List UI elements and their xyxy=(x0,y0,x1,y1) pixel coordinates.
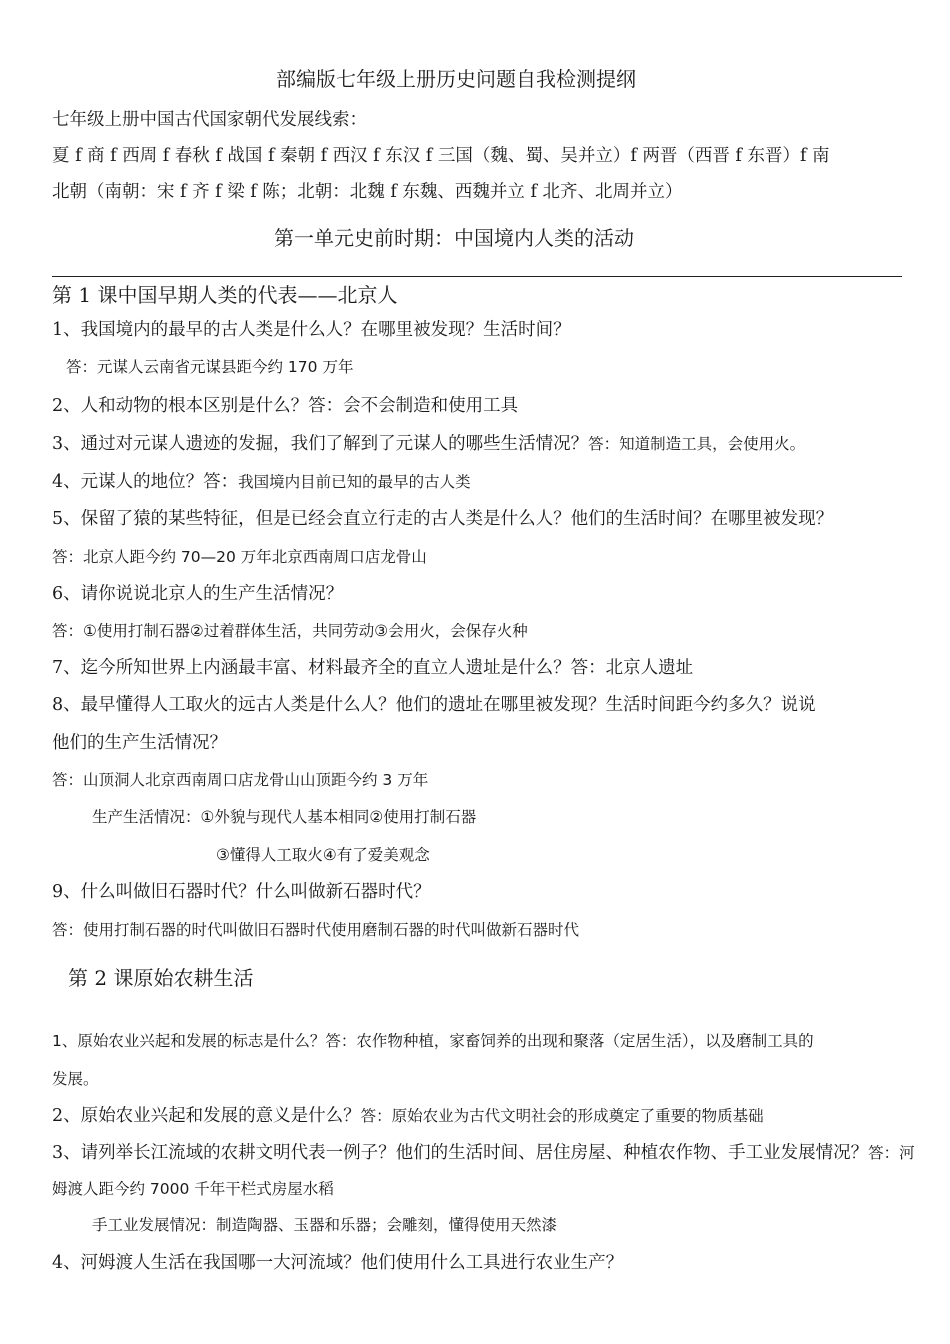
lesson-1-question-7: 7、迄今所知世界上内涵最丰富、材料最齐全的直立人遗址是什么？答：北京人遗址 xyxy=(52,658,694,678)
lesson-1-answer-9: 答：使用打制石器的时代叫做旧石器时代使用磨制石器的时代叫做新石器时代 xyxy=(52,921,580,939)
lesson-1-answer-5: 答：北京人距今约 70—20 万年北京西南周口店龙骨山 xyxy=(52,548,427,566)
lesson-2-question-2: 2、原始农业兴起和发展的意义是什么？ xyxy=(52,1106,361,1126)
lesson-1-question-9: 9、什么叫做旧石器时代？什么叫做新石器时代？ xyxy=(52,882,431,902)
lesson-1-answer-1: 答：元谋人云南省元谋县距今约 170 万年 xyxy=(66,358,354,376)
lesson-1-answer-8-line-2: 生产生活情况：①外貌与现代人基本相同②使用打制石器 xyxy=(92,808,477,826)
lesson-2-question-1-line-2: 发展。 xyxy=(52,1070,99,1088)
lesson-1-question-4-line xyxy=(52,474,471,492)
lesson-1-question-3-line xyxy=(52,436,805,454)
lesson-2-answer-2: 答：原始农业为古代文明社会的形成奠定了重要的物质基础 xyxy=(360,1107,764,1125)
dynasty-line-2: 北朝（南朝：宋 f 齐 f 梁 f 陈；北朝：北魏 f 东魏、西魏并立 f 北齐、北周并立） xyxy=(52,182,683,202)
document-title: 部编版七年级上册历史问题自我检测提纲 xyxy=(276,67,636,91)
lesson-2-question-3: 3、请列举长江流域的农耕文明代表一例子？他们的生活时间、居住房屋、种植农作物、手工业发展情况？ xyxy=(52,1143,869,1163)
lesson-1-title: 第 1 课中国早期人类的代表——北京人 xyxy=(52,283,398,307)
lesson-2-answer-3-start: 答：河 xyxy=(868,1144,915,1162)
lesson-1-answer-6: 答：①使用打制石器②过着群体生活，共同劳动③会用火，会保存火种 xyxy=(52,622,528,640)
lesson-1-answer-8-line-1: 答：山顶洞人北京西南周口店龙骨山山顶距今约 3 万年 xyxy=(52,771,429,789)
lesson-2-question-1-line-1: 1、原始农业兴起和发展的标志是什么？答：农作物种植，家畜饲养的出现和聚落（定居生活），以及磨制工具的 xyxy=(52,1032,814,1050)
lesson-1-answer-3: 答：知道制造工具，会使用火。 xyxy=(588,435,806,453)
lesson-1-question-4: 4、元谋人的地位？答： xyxy=(52,472,239,492)
lesson-2-title: 第 2 课原始农耕生活 xyxy=(68,966,254,990)
section-divider xyxy=(52,276,902,277)
lesson-2-question-3-line xyxy=(52,1145,915,1163)
lesson-1-question-1: 1、我国境内的最早的古人类是什么人？在哪里被发现？生活时间？ xyxy=(52,320,571,340)
lesson-1-answer-8-line-3: ③懂得人工取火④有了爱美观念 xyxy=(216,846,430,864)
lesson-1-question-6: 6、请你说说北京人的生产生活情况？ xyxy=(52,584,344,604)
lesson-1-question-8-line-2: 他们的生产生活情况？ xyxy=(52,733,227,753)
dynasty-clue-heading: 七年级上册中国古代国家朝代发展线索： xyxy=(52,110,367,130)
lesson-1-question-3: 3、通过对元谋人遗迹的发掘，我们了解到了元谋人的哪些生活情况？ xyxy=(52,434,589,454)
unit-title: 第一单元史前时期：中国境内人类的活动 xyxy=(274,226,634,250)
lesson-2-answer-3-line-3: 手工业发展情况：制造陶器、玉器和乐器；会雕刻，懂得使用天然漆 xyxy=(92,1216,558,1234)
lesson-2-answer-3-line-2: 姆渡人距今约 7000 千年干栏式房屋水稻 xyxy=(52,1180,334,1198)
lesson-1-question-5: 5、保留了猿的某些特征，但是已经会直立行走的古人类是什么人？他们的生活时间？在哪里被发现？ xyxy=(52,509,834,529)
lesson-1-question-2: 2、人和动物的根本区别是什么？答：会不会制造和使用工具 xyxy=(52,396,519,416)
dynasty-line-1: 夏 f 商 f 西周 f 春秋 f 战国 f 秦朝 f 西汉 f 东汉 f 三国（魏、蜀、吴并立）f 两晋（西晋 f 东晋）f 南 xyxy=(52,146,830,166)
lesson-2-question-2-line xyxy=(52,1108,764,1126)
lesson-2-question-4: 4、河姆渡人生活在我国哪一大河流域？他们使用什么工具进行农业生产？ xyxy=(52,1253,624,1273)
lesson-1-answer-4: 我国境内目前已知的最早的古人类 xyxy=(238,473,471,491)
lesson-1-question-8-line-1: 8、最早懂得人工取火的远古人类是什么人？他们的遗址在哪里被发现？生活时间距今约多久？说说 xyxy=(52,695,816,715)
